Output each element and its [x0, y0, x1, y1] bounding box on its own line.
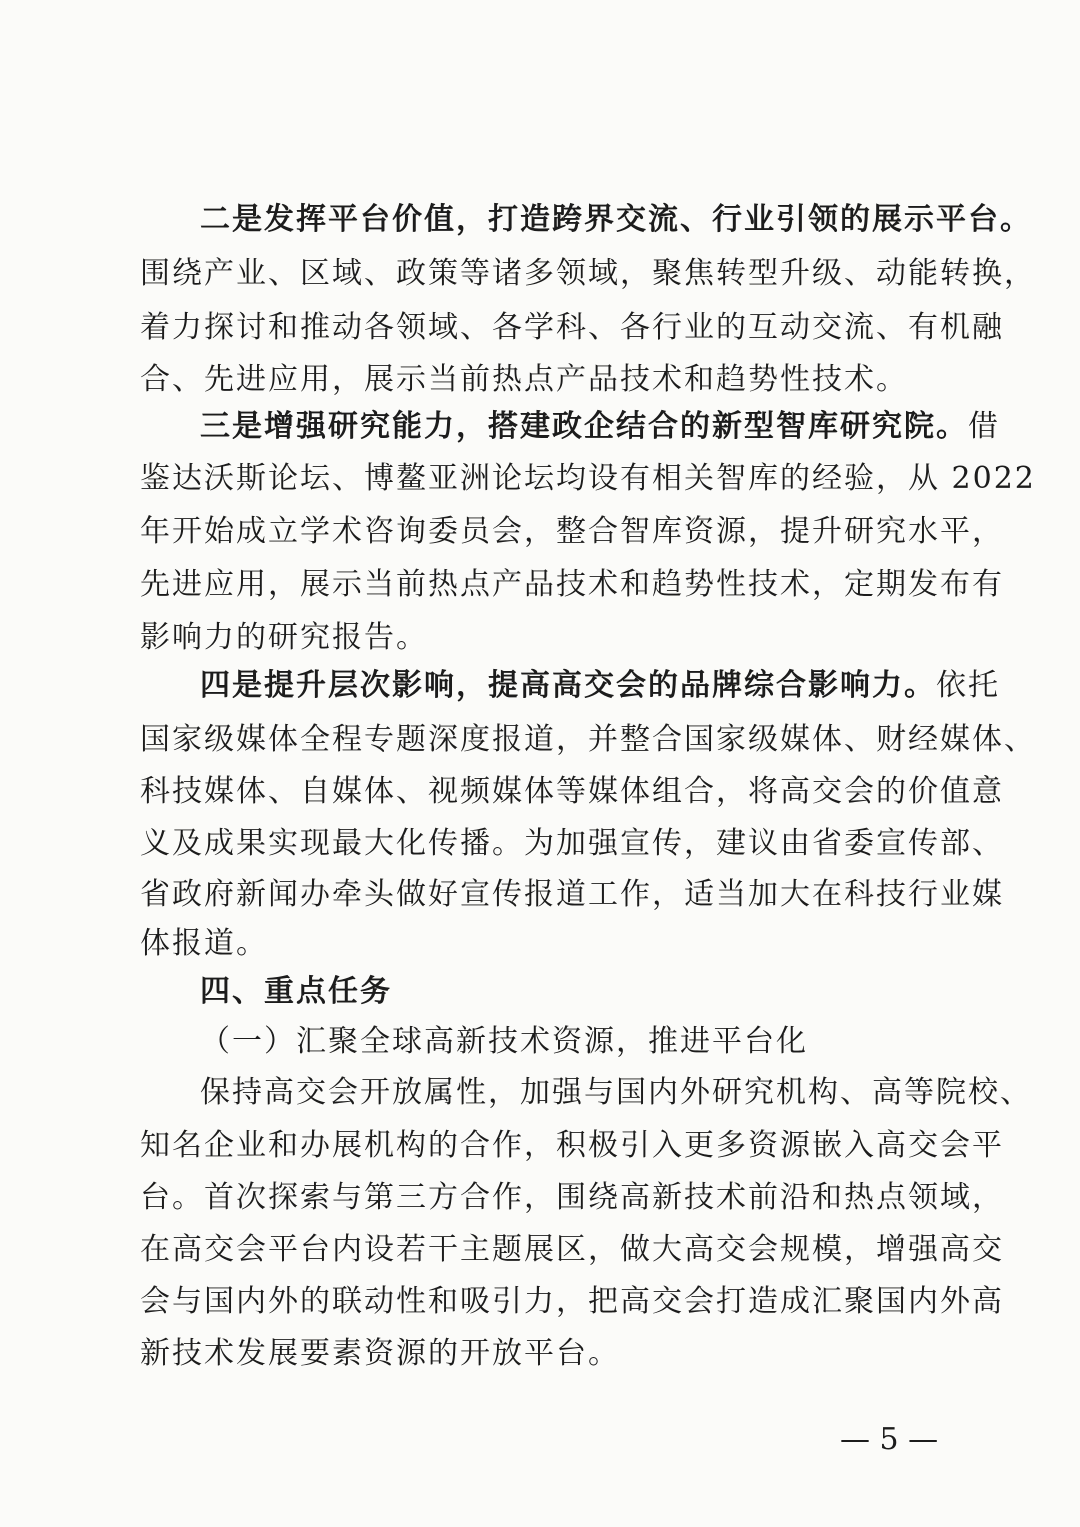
paragraph-5-line-2: 知名企业和办展机构的合作，积极引入更多资源嵌入高交会平: [140, 1128, 1004, 1163]
paragraph-4-line-6: 体报道。: [140, 926, 268, 961]
paragraph-4-lead-tail: 依托: [936, 668, 1000, 703]
paragraph-5-line-4: 在高交会平台内设若干主题展区，做大高交会规模，增强高交: [140, 1232, 1004, 1267]
paragraph-4-lead: 四是提升层次影响，提高高交会的品牌综合影响力。: [200, 668, 936, 703]
paragraph-2-line-3: 着力探讨和推动各领域、各学科、各行业的互动交流、有机融: [140, 310, 1004, 345]
paragraph-5-line-6: 新技术发展要素资源的开放平台。: [140, 1336, 620, 1371]
subsection-heading: （一）汇聚全球高新技术资源，推进平台化: [200, 1024, 808, 1059]
section-heading: 四、重点任务: [200, 974, 392, 1009]
paragraph-4-line-3: 科技媒体、自媒体、视频媒体等媒体组合，将高交会的价值意: [140, 774, 1004, 809]
paragraph-5-line-1: 保持高交会开放属性，加强与国内外研究机构、高等院校、: [200, 1075, 1032, 1110]
paragraph-3-line-1: [200, 405, 1000, 449]
paragraph-3-line-4: 先进应用，展示当前热点产品技术和趋势性技术，定期发布有: [140, 567, 1004, 602]
paragraph-3-line-2: 鉴达沃斯论坛、博鳌亚洲论坛均设有相关智库的经验，从 2022: [140, 461, 1036, 496]
paragraph-4-line-5: 省政府新闻办牵头做好宣传报道工作，适当加大在科技行业媒: [140, 877, 1004, 912]
paragraph-2-lead: 二是发挥平台价值，打造跨界交流、行业引领的展示平台。: [200, 202, 1032, 237]
paragraph-4-line-4: 义及成果实现最大化传播。为加强宣传，建议由省委宣传部、: [140, 826, 1004, 861]
paragraph-5-line-5: 会与国内外的联动性和吸引力，把高交会打造成汇聚国内外高: [140, 1284, 1004, 1319]
paragraph-5-line-3: 台。首次探索与第三方合作，围绕高新技术前沿和热点领域，: [140, 1180, 1004, 1215]
paragraph-2-line-1: [200, 198, 1032, 242]
paragraph-3-line-5: 影响力的研究报告。: [140, 620, 428, 655]
paragraph-4-line-2: 国家级媒体全程专题深度报道，并整合国家级媒体、财经媒体、: [140, 722, 1036, 757]
paragraph-3-line-3: 年开始成立学术咨询委员会，整合智库资源，提升研究水平，: [140, 514, 1004, 549]
paragraph-3-lead-tail: 借: [968, 409, 1000, 444]
paragraph-4-line-1: [200, 664, 1000, 708]
paragraph-2-line-2: 围绕产业、区域、政策等诸多领域，聚焦转型升级、动能转换，: [140, 256, 1036, 291]
paragraph-2-line-4: 合、先进应用，展示当前热点产品技术和趋势性技术。: [140, 362, 908, 397]
paragraph-3-lead: 三是增强研究能力，搭建政企结合的新型智库研究院。: [200, 409, 968, 444]
page-number: — 5 —: [840, 1422, 939, 1457]
